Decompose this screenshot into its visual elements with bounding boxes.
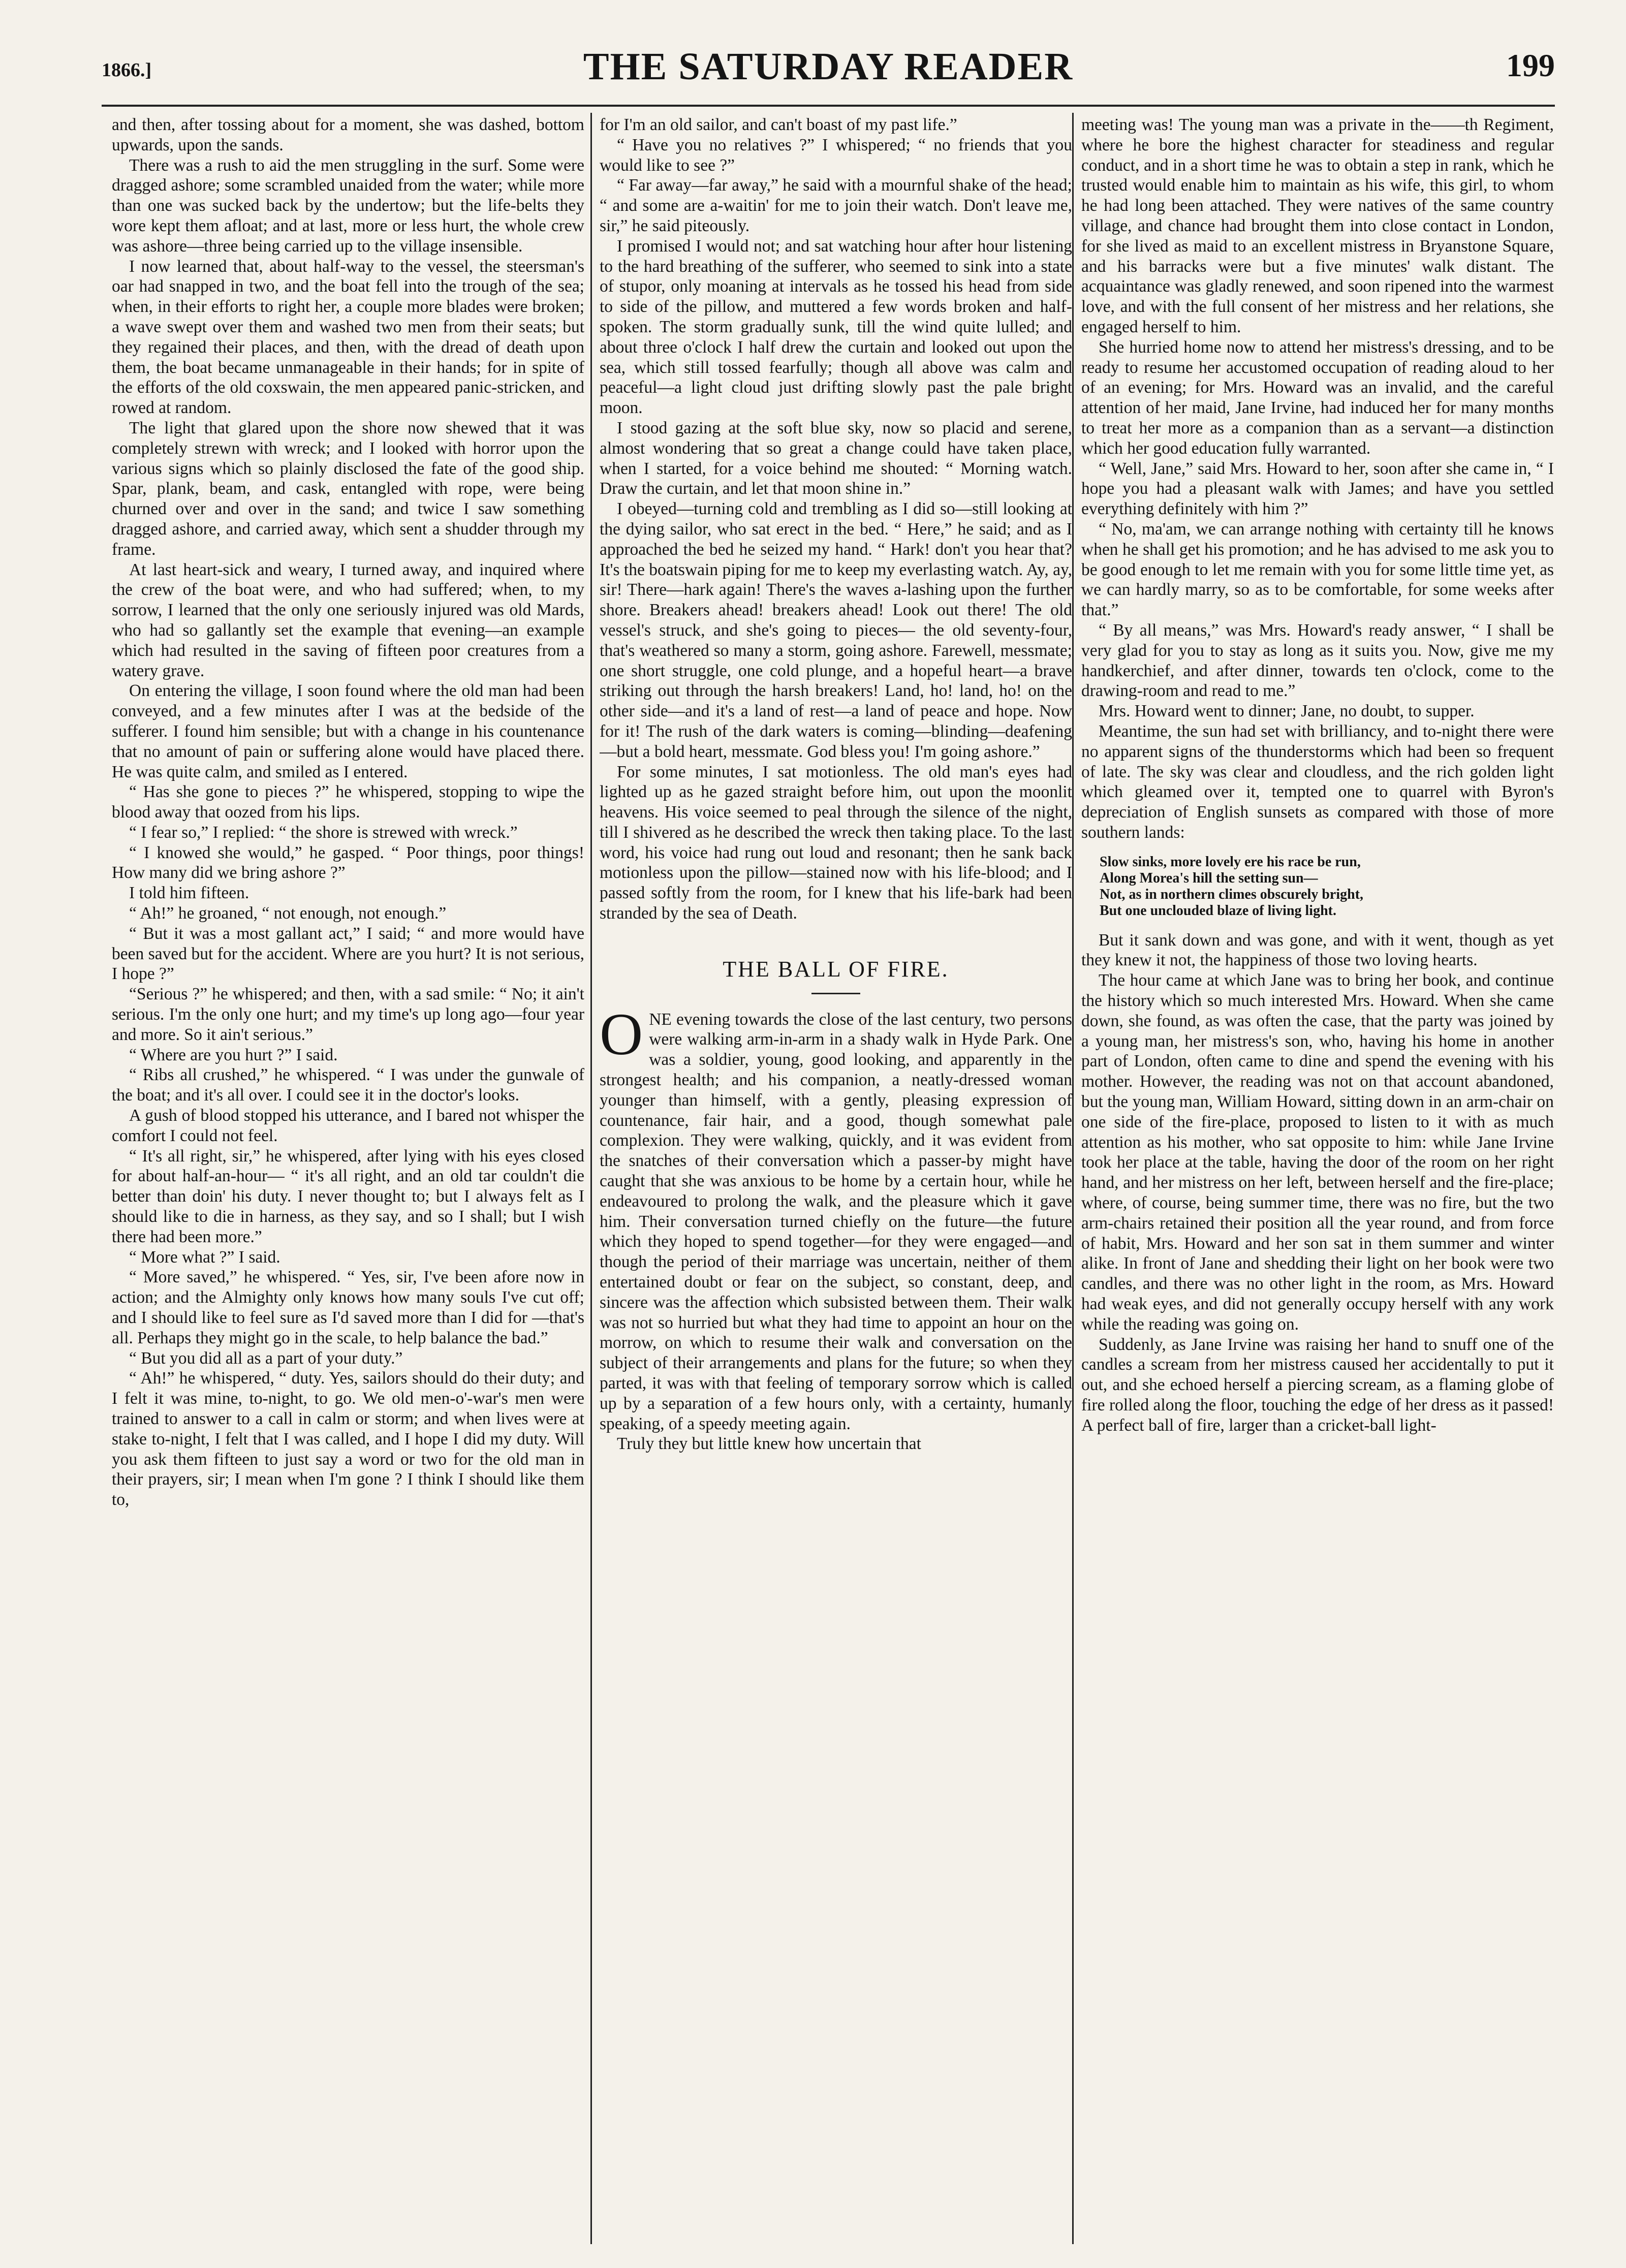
opening-paragraph [600,1000,1072,1434]
story-heading-block [600,956,1072,994]
opening-paragraph-text: NE evening towards the close of the last century, two persons were walking arm-in-arm in a shady walk in Hyde Park. One was a soldier, young, good looking, and apparently in the strongest health; and his companion, a neatly-dressed woman younger than himself, with a gently, pleasing expression of countenance, fair hair, and a good, though somewhat pale complexion. They were walking, quickly, and it was evident from the snatches of their conversation which a passer-by might have caught that she was anxious to be home by a certain hour, while he endeavoured to prolong the walk, and the pleasure which it gave him. Their conversation turned chiefly on the future—the future which they hoped to spend together—for they were engaged—and though the period of their marriage was uncertain, neither of them entertained doubt or fear on the subject, so constant, deep, and sincere was the affection which subsisted between them. Their walk was not so hurried but what they had time to appoint an hour on the morrow, on which to resume their walk and conversation on the subject of their arrangements and plans for the future; so when they parted, it was with that feeling of temporary sorrow which is called up by a separation of a few hours only, with a certainty, humanly speaking, of a speedy meeting again. [600,1010,1072,1433]
paragraph: The hour came at which Jane was to bring her book, and continue the history which so much interested Mrs. Howard. When she came down, she found, as was often the case, that the party was joined by a young man, her mistress's son, who, having his home in another part of London, often came to dine and spend the evening with his mother. However, the reading was not on that account abandoned, but the young man, William Howard, sitting down in an arm-chair on one side of the fire-place, proposed to listen to it with as much attention as his mother, who sat opposite to him: while Jane Irvine took her place at the table, having the door of the room on her right hand, and her mistress on her left, between herself and the fire-place; where, of course, being summer time, there was no fire, but the two arm-chairs retained their position all the year round, and from force of habit, Mrs. Howard and her son sat in them summer and winter alike. In front of Jane and shedding their light on her book were two candles, and there was no other light in the room, as Mrs. Howard had weak eyes, and did not generally occupy herself with any work while the reading was going on. [1081,971,1554,1334]
poem-quote [1100,854,1554,919]
paragraph: “ Far away—far away,” he said with a mournful shake of the head; “ and some are a-waitin' for me to join their watch. Don't leave me, sir,” he said piteously. [600,176,1072,235]
paragraph: A gush of blood stopped his utterance, and I bared not whisper the comfort I could not feel. [112,1106,584,1145]
paragraph: and then, after tossing about for a moment, she was dashed, bottom upwards, upon the sands. [112,115,584,154]
paragraph: “ Where are you hurt ?” I said. [129,1045,338,1064]
column-2 [600,115,1072,2244]
paragraph: For some minutes, I sat motionless. The old man's eyes had lighted up as he gazed straight before him, out upon the moonlit heavens. His voice seemed to peal through the silence of the night, till I shivered as he described the wreck then taking place. To the last word, his voice had rung out loud and resonant; then he sank back motionless upon the pillow—stained now with his life-blood; and I passed softly from the room, for I knew that his life-bark had been stranded by the sea of Death. [600,762,1072,923]
issue-date: 1866.] [102,59,152,81]
paragraph: “ But you did all as a part of your duty.” [129,1348,403,1368]
poem-line: Not, as in northern climes obscurely bright, [1100,886,1364,902]
drop-cap: O [600,1000,643,1067]
paragraph: “ No, ma'am, we can arrange nothing with certainty till he knows when he shall get his promotion; and he has advised to me ask you to be good enough to let me remain with you for some little time yet, as we can hardly marry, so as to be comfortable, for some weeks after that.” [1081,519,1554,620]
paragraph: I now learned that, about half-way to the vessel, the steersman's oar had snapped in two, and the boat fell into the trough of the sea; when, in their efforts to right her, a couple more blades were broken; a wave swept over them and washed two men from their seats; but they regained their places, and then, with the dread of death upon them, the boat became unmanageable in their hands; for in spite of the efforts of the old coxswain, the men appeared panic-stricken, and rowed at random. [112,257,584,418]
paragraph: She hurried home now to attend her mistress's dressing, and to be ready to resume her accustomed occupation of reading aloud to her of an evening; for Mrs. Howard was an invalid, and the careful attention of her maid, Jane Irvine, had induced her for many months to treat her more as a companion than as a servant—a distinction which her good education fully warranted. [1081,337,1554,458]
paragraph: “ Has she gone to pieces ?” he whispered, stopping to wipe the blood away that oozed from his lips. [112,782,584,822]
paragraph: “ Ah!” he groaned, “ not enough, not enough.” [129,904,447,923]
column-1 [112,115,584,2244]
paragraph: “ I knowed she would,” he gasped. “ Poor things, poor things! How many did we bring ashore ?” [112,843,584,883]
paragraph: I told him fifteen. [129,884,249,903]
paragraph: On entering the village, I soon found where the old man had been conveyed, and a few minutes after I was at the bedside of the sufferer. I found him sensible; but with a change in his countenance that no amount of pain or suffering alone would have placed there. He was quite calm, and smiled as I entered. [112,681,584,781]
paragraph: meeting was! The young man was a private in the——th Regiment, where he bore the highest character for steadiness and regular conduct, and in a short time he was to obtain a step in rank, which he trusted would enable him to maintain as his wife, this girl, to whom he had long been attached. They were natives of the same country village, and chance had brought them into close contact in London, for she lived as maid to an excellent mistress in Bryanstone Square, and his barracks were but a five minutes' walk distant. The acquaintance was gladly renewed, and soon ripened into the warmest love, and with the full consent of her mistress and her relations, she engaged herself to him. [1081,115,1554,336]
paragraph: I obeyed—turning cold and trembling as I did so—still looking at the dying sailor, who sat erect in the bed. “ Here,” he said; and as I approached the bed he seized my hand. “ Hark! don't you hear that? It's the boatswain piping for me to keep my everlasting watch. Ay, ay, sir! There—hark again! There's the waves a-lashing upon the further shore. Breakers ahead! breakers ahead! Look out there! The old vessel's struck, and she's going to pieces— the old seventy-four, that's weathered so many a storm, going ashore. Farewell, messmate; one short struggle, one cold plunge, and a hopeful heart—a brave striking out through the harsh breakers! Land, ho! land, ho! on the other side—and it's a land of rest—a land of peace and hope. Now for it! The rush of the dark waters is coming—blinding—deafening—but a bold heart, messmate. God bless you! I'm going ashore.” [600,499,1072,761]
poem-line: But one unclouded blaze of living light. [1100,902,1336,919]
paragraph: Suddenly, as Jane Irvine was raising her hand to snuff one of the candles a scream from her mistress caused her accidentally to put it out, and she echoed herself a piercing scream, as a flaming globe of fire rolled along the floor, touching the edge of her dress as it passed! A perfect ball of fire, larger than a cricket-ball light- [1081,1335,1554,1435]
page-header [102,44,1555,100]
story-title: THE BALL OF FIRE. [723,956,949,982]
column-divider [1072,113,1074,2244]
column-divider [590,113,592,2244]
paragraph: “ Ah!” he whispered, “ duty. Yes, sailors should do their duty; and I felt it was mine, to-night, to go. We old men-o'-war's men were trained to answer to a call in calm or storm; and when lives were at stake to-night, I felt that I was called, and I hope I did my duty. Will you ask them fifteen to just say a word or two for the old man in their prayers, sir; I mean when I'm gone ? I think I should like them to, [112,1369,584,1509]
paragraph: I promised I would not; and sat watching hour after hour listening to the hard breathing of the sufferer, who seemed to sink into a state of stupor, only moaning at intervals as he tossed his head from side to side of the pillow, and muttered a few words broken and half-spoken. The storm gradually sunk, till the wind quite lulled; and about three o'clock I half drew the curtain and looked out upon the sea, which still tossed fearfully; though all above was calm and peaceful—a light cloud just drifting slowly past the pale bright moon. [600,236,1072,418]
paragraph: “ I fear so,” I replied: “ the shore is strewed with wreck.” [129,823,518,842]
poem-line: Slow sinks, more lovely ere his race be run, [1100,854,1361,870]
paragraph: “ But it was a most gallant act,” I said; “ and more would have been saved but for the accident. Where are you hurt? It is not serious, I hope ?” [112,924,584,984]
paragraph: “ Well, Jane,” said Mrs. Howard to her, soon after she came in, “ I hope you had a pleasant walk with James; and have you settled everything definitely with him ?” [1081,459,1554,519]
paragraph: But it sank down and was gone, and with it went, though as yet they knew it not, the happiness of those two loving hearts. [1081,930,1554,970]
header-rule [102,105,1555,107]
paragraph: “Serious ?” he whispered; and then, with a sad smile: “ No; it ain't serious. I'm the only one hurt; and my time's up long ago—four year and more. So it ain't serious.” [112,985,584,1044]
paragraph: I stood gazing at the soft blue sky, now so placid and serene, almost wondering that so great a change could have taken place, when I started, for a voice behind me shouted: “ Morning watch. Draw the curtain, and let that moon shine in.” [600,418,1072,498]
paragraph: “ More what ?” I said. [129,1247,280,1267]
paragraph: “ More saved,” he whispered. “ Yes, sir, I've been afore now in action; and the Almighty only knows how many souls I've cut off; and I should like to feel sure as I'd saved more than I did for —that's all. Perhaps they might go in the scale, to help balance the bad.” [112,1268,584,1347]
paragraph: “ It's all right, sir,” he whispered, after lying with his eyes closed for about half-an-hour— “ it's all right, and an old tar couldn't die better than doin' his duty. I never thought to; but I always felt as I should like to die in harness, as they say, and so I shall; but I wish there had been more.” [112,1146,584,1246]
poem-line: Along Morea's hill the setting sun— [1100,870,1318,886]
paragraph: The light that glared upon the shore now shewed that it was completely strewn with wreck; and I looked with horror upon the various signs which so plainly disclosed the fate of the good ship. Spar, plank, beam, and cask, entangled with rope, were being churned over and over in the sand; and twice I saw something dragged ashore, and carried away, which sent a shudder through my frame. [112,418,584,559]
paragraph: Truly they but little knew how uncertain that [617,1434,921,1454]
heading-rule [811,993,860,994]
paragraph: There was a rush to aid the men struggling in the surf. Some were dragged ashore; some scrambled unaided from the water; while more than one was sucked back by the undertow; but the life-belts they wore kept them afloat; and at last, more or less hurt, the whole crew was ashore—three being carried up to the village insensible. [112,155,584,256]
paragraph: Meantime, the sun had set with brilliancy, and to-night there were no apparent signs of the thunderstorms which had been so frequent of late. The sky was clear and cloudless, and the rich golden light which gleamed over it, tempted one to quarrel with Byron's depreciation of English sunsets as compared with those of more southern lands: [1081,721,1554,842]
paragraph: “ Ribs all crushed,” he whispered. “ I was under the gunwale of the boat; and it's all over. I could see it in the doctor's looks. [112,1065,584,1105]
paragraph: for I'm an old sailor, and can't boast of my past life.” [600,115,957,134]
paragraph: “ Have you no relatives ?” I whispered; “ no friends that you would like to see ?” [600,135,1072,175]
column-3 [1081,115,1554,2244]
paragraph: “ By all means,” was Mrs. Howard's ready answer, “ I shall be very glad for you to stay as long as it suits you. Now, give me my handkerchief, and after dinner, towards ten o'clock, come to the drawing-room and read to me.” [1081,620,1554,701]
page-number: 199 [1506,47,1555,83]
paragraph: Mrs. Howard went to dinner; Jane, no doubt, to supper. [1099,702,1475,721]
paragraph: At last heart-sick and weary, I turned away, and inquired where the crew of the boat were, and who had suffered; when, to my sorrow, I learned that the only one seriously injured was old Mards, who had so gallantly set the example that evening—an example which had resulted in the saving of fifteen poor creatures from a watery grave. [112,560,584,680]
publication-title: THE SATURDAY READER [583,45,1074,88]
